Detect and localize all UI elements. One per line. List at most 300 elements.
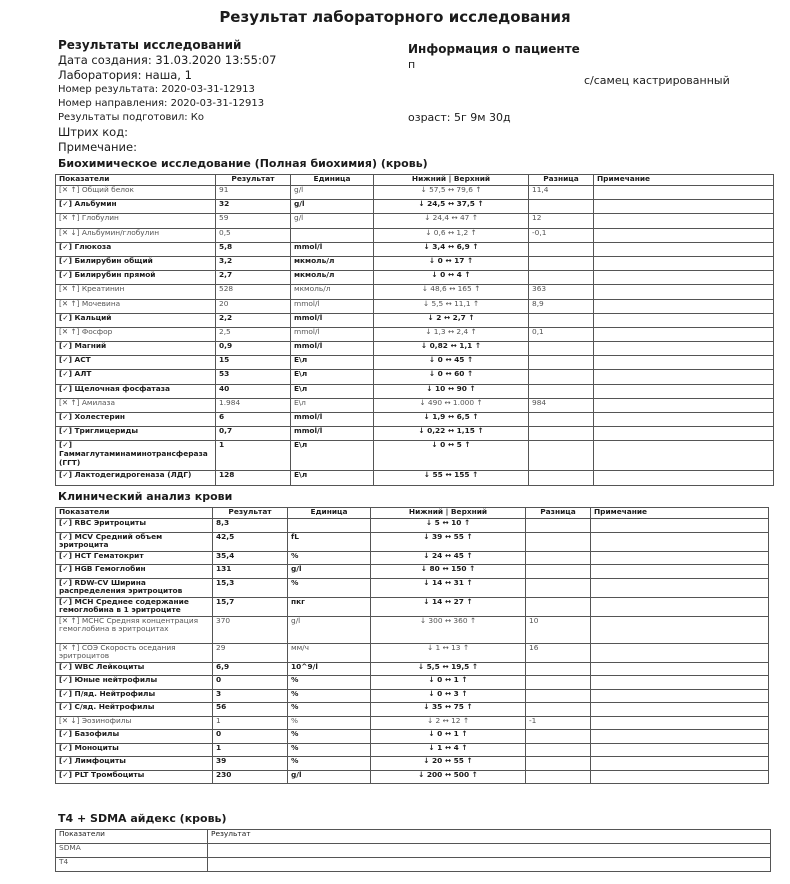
difference <box>529 413 594 427</box>
reference-range: ↓ 1,9 ↔ 6,5 ↑ <box>374 413 529 427</box>
patient-name: п <box>408 58 416 71</box>
test-name: [✓] HCT Гематокрит <box>56 551 213 565</box>
test-unit: % <box>288 757 371 771</box>
difference <box>529 271 594 285</box>
test-name: [✓] Гаммаглутаминаминотрансфераза (ГГТ) <box>56 441 216 471</box>
note-cell <box>591 757 769 771</box>
reference-range: ↓ 0 ↔ 1 ↑ <box>371 676 526 690</box>
table-row <box>56 214 774 228</box>
difference <box>526 532 591 551</box>
test-result: 6,9 <box>213 662 288 676</box>
test-unit: mmol/l <box>291 327 374 341</box>
difference <box>529 471 594 485</box>
column-header: Единица <box>291 175 374 186</box>
patient-age: озраст: 5г 9м 30д <box>408 111 511 124</box>
table-row <box>56 551 769 565</box>
difference <box>526 597 591 616</box>
difference <box>529 342 594 356</box>
table-row <box>56 313 774 327</box>
table-row <box>56 256 774 270</box>
reference-range: ↓ 0 ↔ 45 ↑ <box>374 356 529 370</box>
reference-range: ↓ 0 ↔ 5 ↑ <box>374 441 529 471</box>
reference-range: ↓ 3,4 ↔ 6,9 ↑ <box>374 242 529 256</box>
test-unit: % <box>288 551 371 565</box>
meta-referral-number: Номер направления: 2020-03-31-12913 <box>58 98 265 109</box>
reference-range: ↓ 24 ↔ 45 ↑ <box>371 551 526 565</box>
patient-heading: Информация о пациенте <box>408 42 580 56</box>
test-unit: E\л <box>291 471 374 485</box>
reference-range: ↓ 0 ↔ 17 ↑ <box>374 256 529 270</box>
note-cell <box>594 327 774 341</box>
test-result: 35,4 <box>213 551 288 565</box>
table-row <box>56 676 769 690</box>
meta-heading: Результаты исследований <box>58 38 242 52</box>
difference: 12 <box>529 214 594 228</box>
table-row <box>56 356 774 370</box>
test-result: 3 <box>213 689 288 703</box>
test-result: 0,5 <box>216 228 291 242</box>
table-row <box>56 228 774 242</box>
meta-barcode: Штрих код: <box>58 125 129 139</box>
reference-range: ↓ 14 ↔ 27 ↑ <box>371 597 526 616</box>
test-unit: мкмоль/л <box>291 271 374 285</box>
table-row <box>56 299 774 313</box>
table-row <box>56 716 769 730</box>
test-result: 131 <box>213 565 288 579</box>
test-name: [✓] АЛТ <box>56 370 216 384</box>
test-result: 15 <box>216 356 291 370</box>
difference <box>526 689 591 703</box>
test-unit: mmol/l <box>291 313 374 327</box>
note-cell <box>591 643 769 662</box>
column-header: Показатели <box>56 830 208 844</box>
table-row <box>56 342 774 356</box>
test-result: 2,5 <box>216 327 291 341</box>
section-title-cbc: Клинический анализ крови <box>58 490 233 503</box>
difference: 16 <box>526 643 591 662</box>
test-result: 0 <box>213 730 288 744</box>
reference-range: ↓ 0 ↔ 4 ↑ <box>374 271 529 285</box>
meta-result-number: Номер результата: 2020-03-31-12913 <box>58 84 255 95</box>
test-result <box>208 858 771 872</box>
note-cell <box>594 427 774 441</box>
test-unit <box>288 519 371 533</box>
test-result: 5,8 <box>216 242 291 256</box>
note-cell <box>591 770 769 784</box>
note-cell <box>594 186 774 200</box>
test-unit: g/l <box>288 770 371 784</box>
test-name: [✕ ↓] Эозинофилы <box>56 716 213 730</box>
reference-range: ↓ 300 ↔ 360 ↑ <box>371 616 526 643</box>
test-name: [✕ ↑] Фосфор <box>56 327 216 341</box>
reference-range: ↓ 1 ↔ 13 ↑ <box>371 643 526 662</box>
test-result: 56 <box>213 703 288 717</box>
test-name: [✕ ↑] Общий белок <box>56 186 216 200</box>
column-header: Результат <box>213 508 288 519</box>
page-title: Результат лабораторного исследования <box>219 8 571 26</box>
test-unit: мм/ч <box>288 643 371 662</box>
note-cell <box>594 299 774 313</box>
test-name: [✓] Триглицериды <box>56 427 216 441</box>
test-unit: mmol/l <box>291 242 374 256</box>
test-name: [✓] Лактодегидрогеназа (ЛДГ) <box>56 471 216 485</box>
note-cell <box>591 730 769 744</box>
test-name: [✓] Кальций <box>56 313 216 327</box>
test-name: [✓] Щелочная фосфатаза <box>56 384 216 398</box>
test-name: [✕ ↑] Креатинин <box>56 285 216 299</box>
difference <box>526 662 591 676</box>
table-row <box>56 200 774 214</box>
difference <box>526 743 591 757</box>
test-unit: E\л <box>291 384 374 398</box>
test-name: [✕ ↓] Альбумин/глобулин <box>56 228 216 242</box>
difference <box>529 384 594 398</box>
cbc-table-body <box>56 508 769 784</box>
difference <box>526 551 591 565</box>
test-result: 528 <box>216 285 291 299</box>
table-row <box>56 703 769 717</box>
test-result: 91 <box>216 186 291 200</box>
test-unit: пкг <box>288 597 371 616</box>
note-cell <box>591 597 769 616</box>
test-result: 39 <box>213 757 288 771</box>
reference-range: ↓ 48,6 ↔ 165 ↑ <box>374 285 529 299</box>
test-result: 6 <box>216 413 291 427</box>
difference <box>529 256 594 270</box>
reference-range: ↓ 24,5 ↔ 37,5 ↑ <box>374 200 529 214</box>
test-name: [✓] Альбумин <box>56 200 216 214</box>
note-cell <box>594 256 774 270</box>
test-result: 1 <box>213 743 288 757</box>
table-row <box>56 844 771 858</box>
difference: 0,1 <box>529 327 594 341</box>
table-row <box>56 271 774 285</box>
table-row <box>56 384 774 398</box>
table-row <box>56 186 774 200</box>
test-name: [✕ ↑] MCHC Средняя концентрация гемоглобина в эритроцитах <box>56 616 213 643</box>
test-name: [✓] WBC Лейкоциты <box>56 662 213 676</box>
biochemistry-table <box>55 174 774 486</box>
reference-range: ↓ 0,82 ↔ 1,1 ↑ <box>374 342 529 356</box>
table-row <box>56 532 769 551</box>
test-unit: mmol/l <box>291 342 374 356</box>
table-row <box>56 743 769 757</box>
note-cell <box>591 519 769 533</box>
difference <box>529 427 594 441</box>
table-row <box>56 471 774 485</box>
test-name: [✓] MCV Средний объем эритроцита <box>56 532 213 551</box>
test-unit: fL <box>288 532 371 551</box>
table-row <box>56 757 769 771</box>
test-name: [✓] Лимфоциты <box>56 757 213 771</box>
column-header: Результат <box>216 175 291 186</box>
test-name: [✕ ↑] Глобулин <box>56 214 216 228</box>
note-cell <box>594 384 774 398</box>
test-unit: % <box>288 716 371 730</box>
test-result: 40 <box>216 384 291 398</box>
difference <box>529 441 594 471</box>
reference-range: ↓ 0 ↔ 1 ↑ <box>371 730 526 744</box>
table-row <box>56 565 769 579</box>
test-name: [✕ ↑] СОЭ Скорость оседания эритроцитов <box>56 643 213 662</box>
meta-lab: Лаборатория: наша, 1 <box>58 68 192 82</box>
table-row <box>56 770 769 784</box>
test-unit: g/l <box>288 616 371 643</box>
test-unit: g/l <box>291 200 374 214</box>
test-unit: g/l <box>288 565 371 579</box>
note-cell <box>594 228 774 242</box>
difference <box>529 313 594 327</box>
difference <box>529 200 594 214</box>
test-unit: E\л <box>291 398 374 412</box>
biochemistry-table-body <box>56 175 774 486</box>
note-cell <box>591 662 769 676</box>
test-name: [✓] PLT Тромбоциты <box>56 770 213 784</box>
section-title-t4: T4 + SDMA айдекс (кровь) <box>58 812 227 825</box>
table-row <box>56 858 771 872</box>
note-cell <box>591 703 769 717</box>
column-header: Примечание <box>594 175 774 186</box>
report-meta <box>58 38 277 155</box>
column-header: Единица <box>288 508 371 519</box>
test-result: 1 <box>213 716 288 730</box>
meta-prepared-by: Результаты подготовил: Ко <box>58 112 204 123</box>
column-header: Показатели <box>56 175 216 186</box>
table-row <box>56 662 769 676</box>
test-unit: мкмоль/л <box>291 256 374 270</box>
t4-table <box>55 829 771 872</box>
test-unit: g/l <box>291 214 374 228</box>
note-cell <box>591 743 769 757</box>
test-name: [✓] HGB Гемоглобин <box>56 565 213 579</box>
test-name: [✓] MCH Среднее содержание гемоглобина в 1 эритроците <box>56 597 213 616</box>
table-row <box>56 327 774 341</box>
test-result: 29 <box>213 643 288 662</box>
difference: 984 <box>529 398 594 412</box>
test-result: 53 <box>216 370 291 384</box>
meta-created: Дата создания: 31.03.2020 13:55:07 <box>58 53 277 67</box>
column-header: Разница <box>529 175 594 186</box>
test-result: 2,7 <box>216 271 291 285</box>
reference-range: ↓ 490 ↔ 1.000 ↑ <box>374 398 529 412</box>
table-row <box>56 441 774 471</box>
test-unit: % <box>288 578 371 597</box>
table-row <box>56 643 769 662</box>
reference-range: ↓ 5,5 ↔ 19,5 ↑ <box>371 662 526 676</box>
test-unit: % <box>288 676 371 690</box>
note-cell <box>591 616 769 643</box>
test-unit: g/l <box>291 186 374 200</box>
difference <box>526 703 591 717</box>
table-header-row <box>56 175 774 186</box>
reference-range: ↓ 2 ↔ 12 ↑ <box>371 716 526 730</box>
test-name: [✕ ↑] Амилаза <box>56 398 216 412</box>
difference <box>526 757 591 771</box>
difference <box>529 242 594 256</box>
table-row <box>56 398 774 412</box>
test-name: [✓] Билирубин прямой <box>56 271 216 285</box>
test-unit: % <box>288 703 371 717</box>
test-result: 2,2 <box>216 313 291 327</box>
reference-range: ↓ 0 ↔ 60 ↑ <box>374 370 529 384</box>
difference: 10 <box>526 616 591 643</box>
test-name: [✓] Билирубин общий <box>56 256 216 270</box>
reference-range: ↓ 35 ↔ 75 ↑ <box>371 703 526 717</box>
test-unit: мкмоль/л <box>291 285 374 299</box>
section-title-biochemistry: Биохимическое исследование (Полная биохимия) (кровь) <box>58 157 428 170</box>
difference <box>529 370 594 384</box>
test-name: [✓] С/яд. Нейтрофилы <box>56 703 213 717</box>
column-header: Показатели <box>56 508 213 519</box>
note-cell <box>594 398 774 412</box>
table-row <box>56 242 774 256</box>
table-row <box>56 730 769 744</box>
column-header: Результат <box>208 830 771 844</box>
note-cell <box>594 200 774 214</box>
column-header: Нижний | Верхний <box>371 508 526 519</box>
test-result: 0,9 <box>216 342 291 356</box>
patient-species: с/самец кастрированный <box>584 74 730 87</box>
table-row <box>56 519 769 533</box>
test-name: [✓] RBC Эритроциты <box>56 519 213 533</box>
test-unit: % <box>288 689 371 703</box>
test-result: 128 <box>216 471 291 485</box>
note-cell <box>594 313 774 327</box>
difference: 8,9 <box>529 299 594 313</box>
test-result: 59 <box>216 214 291 228</box>
test-name: [✓] Магний <box>56 342 216 356</box>
note-cell <box>594 214 774 228</box>
table-header-row <box>56 508 769 519</box>
test-unit: E\л <box>291 441 374 471</box>
note-cell <box>591 551 769 565</box>
test-unit: E\л <box>291 370 374 384</box>
column-header: Примечание <box>591 508 769 519</box>
note-cell <box>591 676 769 690</box>
reference-range: ↓ 200 ↔ 500 ↑ <box>371 770 526 784</box>
test-name: T4 <box>56 858 208 872</box>
reference-range: ↓ 20 ↔ 55 ↑ <box>371 757 526 771</box>
test-result: 230 <box>213 770 288 784</box>
test-unit: E\л <box>291 356 374 370</box>
test-name: [✕ ↑] Мочевина <box>56 299 216 313</box>
table-row <box>56 597 769 616</box>
difference <box>526 730 591 744</box>
test-name: [✓] RDW-CV Ширина распределения эритроцитов <box>56 578 213 597</box>
test-result: 15,3 <box>213 578 288 597</box>
difference: 363 <box>529 285 594 299</box>
table-row <box>56 689 769 703</box>
note-cell <box>594 342 774 356</box>
difference <box>526 565 591 579</box>
note-cell <box>594 242 774 256</box>
test-unit <box>291 228 374 242</box>
test-result: 3,2 <box>216 256 291 270</box>
test-result <box>208 844 771 858</box>
test-unit: mmol/l <box>291 427 374 441</box>
test-name: [✓] Юные нейтрофилы <box>56 676 213 690</box>
reference-range: ↓ 39 ↔ 55 ↑ <box>371 532 526 551</box>
note-cell <box>594 370 774 384</box>
column-header: Нижний | Верхний <box>374 175 529 186</box>
test-name: [✓] АСТ <box>56 356 216 370</box>
test-unit: mmol/l <box>291 413 374 427</box>
reference-range: ↓ 0,6 ↔ 1,2 ↑ <box>374 228 529 242</box>
meta-note: Примечание: <box>58 140 137 154</box>
test-name: SDMA <box>56 844 208 858</box>
reference-range: ↓ 0 ↔ 3 ↑ <box>371 689 526 703</box>
test-unit: % <box>288 730 371 744</box>
test-result: 42,5 <box>213 532 288 551</box>
test-result: 370 <box>213 616 288 643</box>
difference: -1 <box>526 716 591 730</box>
test-result: 0 <box>213 676 288 690</box>
table-row <box>56 285 774 299</box>
note-cell <box>591 565 769 579</box>
test-name: [✓] Базофилы <box>56 730 213 744</box>
table-row <box>56 413 774 427</box>
test-result: 0,7 <box>216 427 291 441</box>
table-row <box>56 427 774 441</box>
reference-range: ↓ 14 ↔ 31 ↑ <box>371 578 526 597</box>
test-result: 20 <box>216 299 291 313</box>
reference-range: ↓ 1,3 ↔ 2,4 ↑ <box>374 327 529 341</box>
test-name: [✓] Глюкоза <box>56 242 216 256</box>
reference-range: ↓ 57,5 ↔ 79,6 ↑ <box>374 186 529 200</box>
difference <box>526 519 591 533</box>
note-cell <box>591 532 769 551</box>
difference <box>526 578 591 597</box>
note-cell <box>591 689 769 703</box>
reference-range: ↓ 5 ↔ 10 ↑ <box>371 519 526 533</box>
note-cell <box>591 716 769 730</box>
test-result: 1 <box>216 441 291 471</box>
note-cell <box>594 413 774 427</box>
note-cell <box>594 285 774 299</box>
difference <box>529 356 594 370</box>
reference-range: ↓ 2 ↔ 2,7 ↑ <box>374 313 529 327</box>
test-result: 8,3 <box>213 519 288 533</box>
table-row <box>56 616 769 643</box>
test-result: 32 <box>216 200 291 214</box>
note-cell <box>594 271 774 285</box>
test-result: 15,7 <box>213 597 288 616</box>
reference-range: ↓ 10 ↔ 90 ↑ <box>374 384 529 398</box>
difference <box>526 770 591 784</box>
test-unit: mmol/l <box>291 299 374 313</box>
difference: -0,1 <box>529 228 594 242</box>
test-unit: 10^9/l <box>288 662 371 676</box>
reference-range: ↓ 24,4 ↔ 47 ↑ <box>374 214 529 228</box>
t4-table-body <box>56 830 771 872</box>
reference-range: ↓ 1 ↔ 4 ↑ <box>371 743 526 757</box>
table-row <box>56 578 769 597</box>
note-cell <box>594 471 774 485</box>
cbc-table <box>55 507 769 784</box>
test-unit: % <box>288 743 371 757</box>
reference-range: ↓ 0,22 ↔ 1,15 ↑ <box>374 427 529 441</box>
test-result: 1.984 <box>216 398 291 412</box>
test-name: [✓] Моноциты <box>56 743 213 757</box>
table-row <box>56 370 774 384</box>
note-cell <box>594 356 774 370</box>
note-cell <box>594 441 774 471</box>
test-name: [✓] П/яд. Нейтрофилы <box>56 689 213 703</box>
reference-range: ↓ 80 ↔ 150 ↑ <box>371 565 526 579</box>
difference <box>526 676 591 690</box>
reference-range: ↓ 55 ↔ 155 ↑ <box>374 471 529 485</box>
reference-range: ↓ 5,5 ↔ 11,1 ↑ <box>374 299 529 313</box>
